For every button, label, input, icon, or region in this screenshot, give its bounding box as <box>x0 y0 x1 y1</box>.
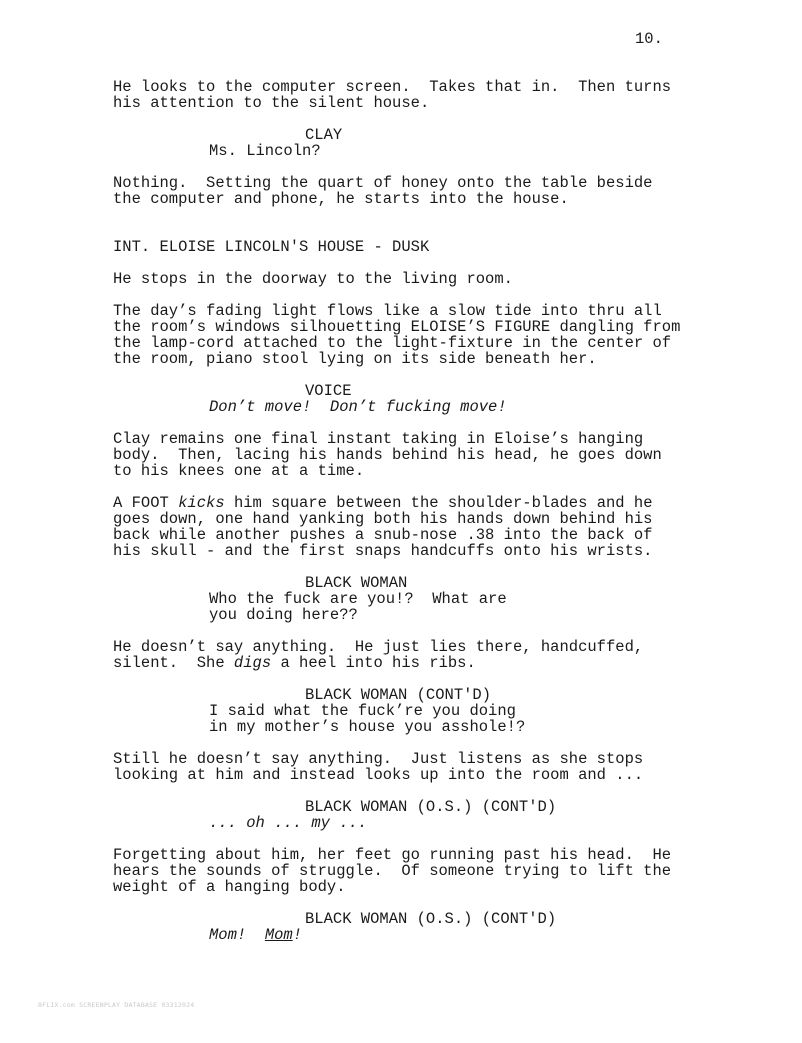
action-italic: digs <box>233 654 272 672</box>
dialogue-underlined: Mom <box>264 926 293 944</box>
dialogue-space <box>246 926 265 944</box>
action-line: his attention to the silent house. <box>113 94 430 112</box>
action-line: his skull - and the first snaps handcuffs onto his wrists. <box>113 542 653 560</box>
action-italic: kicks <box>178 494 225 512</box>
action-line: hears the sounds of struggle. Of someone trying to lift the <box>113 862 672 880</box>
action-line: He doesn’t say anything. He just lies there, handcuffed, <box>113 638 644 656</box>
watermark: 8FLIX.com SCREENPLAY DATABASE 03312024 <box>38 1001 195 1009</box>
action-line: Nothing. Setting the quart of honey onto the table beside <box>113 174 653 192</box>
action-line <box>113 495 653 511</box>
action-line: Still he doesn’t say anything. Just listens as she stops <box>113 750 644 768</box>
action-line: to his knees one at a time. <box>113 462 365 480</box>
action-line: goes down, one hand yanking both his hands down behind his <box>113 510 653 528</box>
action-line: the computer and phone, he starts into the house. <box>113 190 569 208</box>
dialogue-line: Ms. Lincoln? <box>209 142 321 160</box>
dialogue-line: I said what the fuck’re you doing <box>209 702 516 720</box>
action-line: back while another pushes a snub-nose .38 into the back of <box>113 526 653 544</box>
action-line: the lamp-cord attached to the light-fixture in the center of <box>113 334 672 352</box>
dialogue-italic: ... oh ... my ... <box>209 814 368 832</box>
action-line: He looks to the computer screen. Takes that in. Then turns <box>113 78 672 96</box>
action-text: a heel into his ribs. <box>271 654 476 672</box>
character-cue-black-woman: BLACK WOMAN <box>305 574 408 592</box>
dialogue-italic: ! <box>292 926 303 944</box>
character-cue-black-woman-os: BLACK WOMAN (O.S.) (CONT'D) <box>305 798 557 816</box>
dialogue-italic: Mom! <box>209 926 247 944</box>
character-cue-black-woman-os-2: BLACK WOMAN (O.S.) (CONT'D) <box>305 910 557 928</box>
scene-heading: INT. ELOISE LINCOLN'S HOUSE - DUSK <box>113 238 430 256</box>
character-cue-black-woman-contd: BLACK WOMAN (CONT'D) <box>305 686 492 704</box>
character-cue-clay: CLAY <box>305 126 343 144</box>
action-line: Clay remains one final instant taking in Eloise’s hanging <box>113 430 644 448</box>
dialogue-line <box>209 399 507 415</box>
dialogue-line: you doing here?? <box>209 606 358 624</box>
action-line: body. Then, lacing his hands behind his head, he goes down <box>113 446 662 464</box>
dialogue-line: in my mother’s house you asshole!? <box>209 718 526 736</box>
dialogue-line <box>209 927 302 943</box>
page-number: 10. <box>635 30 663 48</box>
action-text: silent. She <box>113 654 234 672</box>
action-line: Forgetting about him, her feet go running past his head. He <box>113 846 672 864</box>
action-line: weight of a hanging body. <box>113 878 346 896</box>
action-line: the room’s windows silhouetting ELOISE’S FIGURE dangling from <box>113 318 681 336</box>
dialogue-italic: Don’t move! Don’t fucking move! <box>209 398 507 416</box>
action-text: A FOOT <box>113 494 179 512</box>
character-cue-voice: VOICE <box>305 382 352 400</box>
action-line <box>113 655 476 671</box>
action-line: He stops in the doorway to the living room. <box>113 270 513 288</box>
action-line: The day’s fading light flows like a slow tide into thru all <box>113 302 662 320</box>
action-line: the room, piano stool lying on its side beneath her. <box>113 350 597 368</box>
dialogue-line <box>209 815 367 831</box>
action-text: him square between the shoulder-blades and he <box>224 494 653 512</box>
dialogue-line: Who the fuck are you!? What are <box>209 590 507 608</box>
action-line: looking at him and instead looks up into the room and ... <box>113 766 644 784</box>
